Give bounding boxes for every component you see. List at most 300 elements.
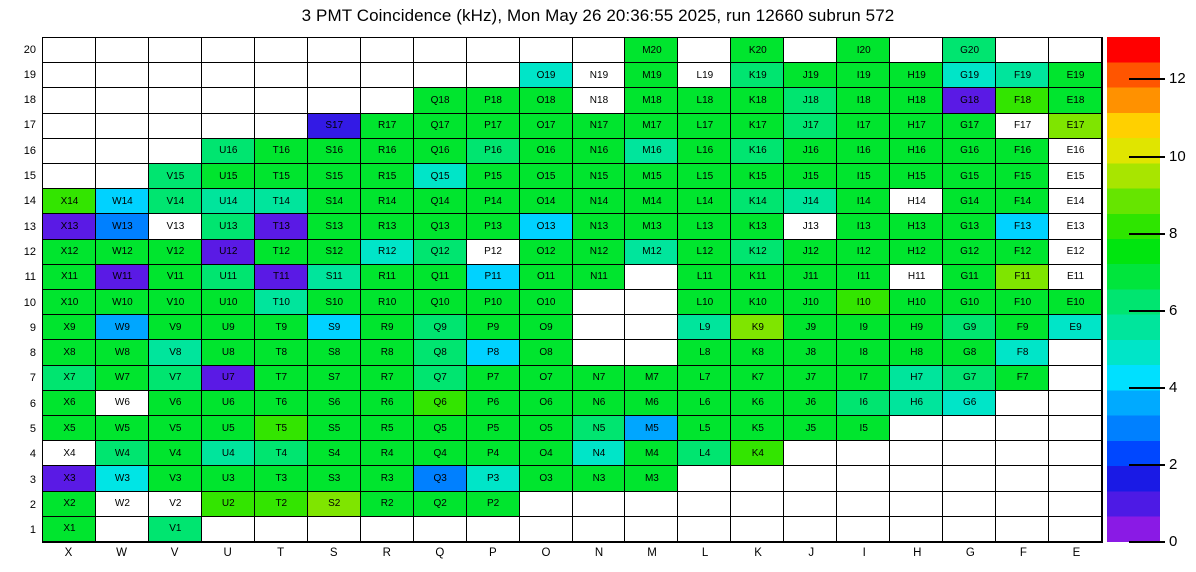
heatmap-cell-I3 xyxy=(837,466,890,491)
heatmap-cell-E10: E10 xyxy=(1049,290,1102,315)
heatmap-cell-Q20 xyxy=(414,38,467,63)
heatmap-cell-J10: J10 xyxy=(784,290,837,315)
heatmap-cell-M15: M15 xyxy=(625,164,678,189)
heatmap-cell-J17: J17 xyxy=(784,114,837,139)
heatmap-cell-R2: R2 xyxy=(361,492,414,517)
heatmap-cell-F11: F11 xyxy=(996,265,1049,290)
colorbar-tick-6 xyxy=(1129,310,1165,312)
y-tick-label-17: 17 xyxy=(23,119,36,132)
heatmap-cell-V4: V4 xyxy=(149,441,202,466)
heatmap-cell-N17: N17 xyxy=(573,114,626,139)
heatmap-cell-M18: M18 xyxy=(625,88,678,113)
heatmap-cell-M8 xyxy=(625,340,678,365)
heatmap-cell-L11: L11 xyxy=(678,265,731,290)
heatmap-cell-I1 xyxy=(837,517,890,542)
heatmap-cell-T20 xyxy=(255,38,308,63)
heatmap-cell-X2: X2 xyxy=(43,492,96,517)
heatmap-cell-M11 xyxy=(625,265,678,290)
heatmap-cell-F16: F16 xyxy=(996,139,1049,164)
heatmap-cell-T8: T8 xyxy=(255,340,308,365)
heatmap-cell-E15: E15 xyxy=(1049,164,1102,189)
heatmap-cell-S6: S6 xyxy=(308,391,361,416)
heatmap-cell-J13: J13 xyxy=(784,214,837,239)
heatmap-cell-E5 xyxy=(1049,416,1102,441)
heatmap-cell-O11: O11 xyxy=(520,265,573,290)
heatmap-cell-E20 xyxy=(1049,38,1102,63)
heatmap-cell-N4: N4 xyxy=(573,441,626,466)
y-tick-label-18: 18 xyxy=(23,94,36,107)
heatmap-cell-H16: H16 xyxy=(890,139,943,164)
heatmap-cell-R8: R8 xyxy=(361,340,414,365)
heatmap-cell-V3: V3 xyxy=(149,466,202,491)
y-tick-label-3: 3 xyxy=(29,473,36,486)
heatmap-cell-M3: M3 xyxy=(625,466,678,491)
y-tick-label-15: 15 xyxy=(23,170,36,182)
y-tick-label-4: 4 xyxy=(29,448,36,461)
heatmap-cell-Q16: Q16 xyxy=(414,139,467,164)
heatmap-cell-V16 xyxy=(149,139,202,164)
heatmap-cell-G20: G20 xyxy=(943,38,996,63)
colorbar-tick-label-12: 12 xyxy=(1169,70,1186,88)
heatmap-cell-V11: V11 xyxy=(149,265,202,290)
heatmap-cell-L12: L12 xyxy=(678,240,731,265)
heatmap-cell-U16: U16 xyxy=(202,139,255,164)
heatmap-cell-P10: P10 xyxy=(467,290,520,315)
heatmap-cell-X3: X3 xyxy=(43,466,96,491)
heatmap-cell-H17: H17 xyxy=(890,114,943,139)
heatmap-cell-F15: F15 xyxy=(996,164,1049,189)
heatmap-cell-O7: O7 xyxy=(520,366,573,391)
heatmap-cell-F12: F12 xyxy=(996,240,1049,265)
heatmap-cell-J8: J8 xyxy=(784,340,837,365)
heatmap-cell-M20: M20 xyxy=(625,38,678,63)
heatmap-cell-V17 xyxy=(149,114,202,139)
heatmap-cell-E14: E14 xyxy=(1049,189,1102,214)
heatmap-cell-K19: K19 xyxy=(731,63,784,88)
heatmap-cell-N16: N16 xyxy=(573,139,626,164)
heatmap-cell-J12: J12 xyxy=(784,240,837,265)
heatmap-cell-E2 xyxy=(1049,492,1102,517)
heatmap-cell-V20 xyxy=(149,38,202,63)
heatmap-cell-T7: T7 xyxy=(255,366,308,391)
heatmap-cell-T17 xyxy=(255,114,308,139)
heatmap-cell-K18: K18 xyxy=(731,88,784,113)
heatmap-cell-K15: K15 xyxy=(731,164,784,189)
x-tick-label-S: S xyxy=(329,547,338,559)
heatmap-cell-R7: R7 xyxy=(361,366,414,391)
heatmap-cell-W3: W3 xyxy=(96,466,149,491)
heatmap-cell-U17 xyxy=(202,114,255,139)
x-tick-label-K: K xyxy=(754,547,762,559)
heatmap-cell-H5 xyxy=(890,416,943,441)
heatmap-cell-P9: P9 xyxy=(467,315,520,340)
heatmap-cell-T11: T11 xyxy=(255,265,308,290)
heatmap-cell-E12: E12 xyxy=(1049,240,1102,265)
heatmap-cell-K14: K14 xyxy=(731,189,784,214)
heatmap-cell-U12: U12 xyxy=(202,240,255,265)
heatmap-cell-X5: X5 xyxy=(43,416,96,441)
heatmap-cell-G11: G11 xyxy=(943,265,996,290)
heatmap-cell-K11: K11 xyxy=(731,265,784,290)
heatmap-cell-K6: K6 xyxy=(731,391,784,416)
x-tick-label-W: W xyxy=(116,547,127,559)
heatmap-cell-G13: G13 xyxy=(943,214,996,239)
heatmap-cell-X20 xyxy=(43,38,96,63)
heatmap-cell-Q1 xyxy=(414,517,467,542)
heatmap-cell-T16: T16 xyxy=(255,139,308,164)
heatmap-cell-S18 xyxy=(308,88,361,113)
heatmap-cell-T9: T9 xyxy=(255,315,308,340)
heatmap-cell-O2 xyxy=(520,492,573,517)
heatmap-cell-R20 xyxy=(361,38,414,63)
heatmap-cell-U4: U4 xyxy=(202,441,255,466)
heatmap-cell-I18: I18 xyxy=(837,88,890,113)
heatmap-cell-Q13: Q13 xyxy=(414,214,467,239)
heatmap-cell-I10: I10 xyxy=(837,290,890,315)
heatmap-cell-R3: R3 xyxy=(361,466,414,491)
heatmap-cell-F8: F8 xyxy=(996,340,1049,365)
heatmap-cell-H19: H19 xyxy=(890,63,943,88)
heatmap-cell-U3: U3 xyxy=(202,466,255,491)
heatmap-cell-S2: S2 xyxy=(308,492,361,517)
heatmap-cell-U18 xyxy=(202,88,255,113)
x-tick-label-R: R xyxy=(382,547,391,559)
heatmap-cell-G17: G17 xyxy=(943,114,996,139)
heatmap-cell-K17: K17 xyxy=(731,114,784,139)
heatmap-cell-H18: H18 xyxy=(890,88,943,113)
heatmap-cell-I6: I6 xyxy=(837,391,890,416)
heatmap-cell-J6: J6 xyxy=(784,391,837,416)
heatmap-cell-S3: S3 xyxy=(308,466,361,491)
colorbar-tick-label-0: 0 xyxy=(1169,533,1178,550)
heatmap-cell-T18 xyxy=(255,88,308,113)
heatmap-cell-P18: P18 xyxy=(467,88,520,113)
heatmap-cell-M1 xyxy=(625,517,678,542)
heatmap-cell-S15: S15 xyxy=(308,164,361,189)
heatmap-cell-N9 xyxy=(573,315,626,340)
heatmap-cell-E16: E16 xyxy=(1049,139,1102,164)
y-tick-label-9: 9 xyxy=(29,321,36,334)
heatmap-cell-P12: P12 xyxy=(467,240,520,265)
y-tick-label-13: 13 xyxy=(23,220,36,233)
heatmap-cell-X19 xyxy=(43,63,96,88)
heatmap-cell-L19: L19 xyxy=(678,63,731,88)
heatmap-cell-K1 xyxy=(731,517,784,542)
heatmap-cell-R13: R13 xyxy=(361,214,414,239)
heatmap-cell-P5: P5 xyxy=(467,416,520,441)
heatmap-cell-E19: E19 xyxy=(1049,63,1102,88)
heatmap-cell-V13: V13 xyxy=(149,214,202,239)
heatmap-cell-E9: E9 xyxy=(1049,315,1102,340)
heatmap-cell-S9: S9 xyxy=(308,315,361,340)
heatmap-cell-J4 xyxy=(784,441,837,466)
y-tick-label-12: 12 xyxy=(23,245,36,258)
heatmap-cell-N2 xyxy=(573,492,626,517)
heatmap-cell-Q19 xyxy=(414,63,467,88)
heatmap-cell-P20 xyxy=(467,38,520,63)
heatmap-cell-O20 xyxy=(520,38,573,63)
x-tick-label-F: F xyxy=(1019,547,1027,559)
y-tick-label-10: 10 xyxy=(23,296,36,309)
heatmap-cell-F4 xyxy=(996,441,1049,466)
y-tick-label-1: 1 xyxy=(29,524,36,537)
heatmap-cell-N19: N19 xyxy=(573,63,626,88)
heatmap-cell-J16: J16 xyxy=(784,139,837,164)
heatmap-cell-U20 xyxy=(202,38,255,63)
heatmap-cell-P11: P11 xyxy=(467,265,520,290)
x-tick-label-O: O xyxy=(541,547,551,559)
heatmap-cell-V5: V5 xyxy=(149,416,202,441)
heatmap-cell-W16 xyxy=(96,139,149,164)
heatmap-cell-U2: U2 xyxy=(202,492,255,517)
heatmap-cell-N7: N7 xyxy=(573,366,626,391)
x-tick-label-E: E xyxy=(1072,547,1081,559)
heatmap-cell-L8: L8 xyxy=(678,340,731,365)
y-tick-label-20: 20 xyxy=(23,43,36,56)
heatmap-cell-L4: L4 xyxy=(678,441,731,466)
heatmap-cell-P8: P8 xyxy=(467,340,520,365)
heatmap-cell-U11: U11 xyxy=(202,265,255,290)
heatmap-cell-J15: J15 xyxy=(784,164,837,189)
heatmap-cell-W2: W2 xyxy=(96,492,149,517)
heatmap-cell-N5: N5 xyxy=(573,416,626,441)
heatmap-cell-U7: U7 xyxy=(202,366,255,391)
heatmap-cell-L9: L9 xyxy=(678,315,731,340)
heatmap-cell-P7: P7 xyxy=(467,366,520,391)
heatmap-cell-O10: O10 xyxy=(520,290,573,315)
heatmap-cell-Q4: Q4 xyxy=(414,441,467,466)
heatmap-cell-W1 xyxy=(96,517,149,542)
x-tick-label-G: G xyxy=(965,547,975,559)
heatmap-cell-I16: I16 xyxy=(837,139,890,164)
heatmap-cell-X4: X4 xyxy=(43,441,96,466)
heatmap-cell-L3 xyxy=(678,466,731,491)
heatmap-cell-O16: O16 xyxy=(520,139,573,164)
y-tick-label-14: 14 xyxy=(23,195,36,208)
heatmap-cell-T12: T12 xyxy=(255,240,308,265)
heatmap-cell-S14: S14 xyxy=(308,189,361,214)
heatmap-cell-S1 xyxy=(308,517,361,542)
heatmap-cell-G16: G16 xyxy=(943,139,996,164)
heatmap-cell-K8: K8 xyxy=(731,340,784,365)
x-tick-label-X: X xyxy=(64,547,73,559)
heatmap-cell-V1: V1 xyxy=(149,517,202,542)
heatmap-cell-U10: U10 xyxy=(202,290,255,315)
heatmap-cell-G5 xyxy=(943,416,996,441)
heatmap-cell-R19 xyxy=(361,63,414,88)
y-tick-label-7: 7 xyxy=(29,372,36,385)
heatmap-cell-T5: T5 xyxy=(255,416,308,441)
heatmap-cell-H20 xyxy=(890,38,943,63)
heatmap-cell-G14: G14 xyxy=(943,189,996,214)
heatmap-cell-K16: K16 xyxy=(731,139,784,164)
heatmap-cell-F3 xyxy=(996,466,1049,491)
heatmap-cell-R17: R17 xyxy=(361,114,414,139)
heatmap-cell-L15: L15 xyxy=(678,164,731,189)
heatmap-cell-V7: V7 xyxy=(149,366,202,391)
heatmap-cell-W9: W9 xyxy=(96,315,149,340)
heatmap-cell-L14: L14 xyxy=(678,189,731,214)
heatmap-cell-W17 xyxy=(96,114,149,139)
heatmap-cell-N15: N15 xyxy=(573,164,626,189)
heatmap-cell-S8: S8 xyxy=(308,340,361,365)
heatmap-cell-Q2: Q2 xyxy=(414,492,467,517)
heatmap-cell-O5: O5 xyxy=(520,416,573,441)
heatmap-cell-O18: O18 xyxy=(520,88,573,113)
heatmap-cell-W11: W11 xyxy=(96,265,149,290)
heatmap-cell-P13: P13 xyxy=(467,214,520,239)
heatmap-cell-N12: N12 xyxy=(573,240,626,265)
heatmap-cell-Q10: Q10 xyxy=(414,290,467,315)
heatmap-cell-W12: W12 xyxy=(96,240,149,265)
heatmap-cell-S20 xyxy=(308,38,361,63)
heatmap-cell-R9: R9 xyxy=(361,315,414,340)
heatmap-cell-T14: T14 xyxy=(255,189,308,214)
heatmap-cell-V19 xyxy=(149,63,202,88)
heatmap-cell-Q3: Q3 xyxy=(414,466,467,491)
heatmap-cell-E6 xyxy=(1049,391,1102,416)
heatmap-cell-S17: S17 xyxy=(308,114,361,139)
heatmap-cell-X9: X9 xyxy=(43,315,96,340)
heatmap-cell-G4 xyxy=(943,441,996,466)
heatmap-cell-N8 xyxy=(573,340,626,365)
heatmap-cell-W5: W5 xyxy=(96,416,149,441)
heatmap-cell-P4: P4 xyxy=(467,441,520,466)
x-tick-label-I: I xyxy=(862,547,866,559)
heatmap-cell-N3: N3 xyxy=(573,466,626,491)
heatmap-cell-I12: I12 xyxy=(837,240,890,265)
heatmap-cell-P14: P14 xyxy=(467,189,520,214)
heatmap-cell-I7: I7 xyxy=(837,366,890,391)
heatmap-cell-O17: O17 xyxy=(520,114,573,139)
heatmap-cell-I13: I13 xyxy=(837,214,890,239)
heatmap-cell-S10: S10 xyxy=(308,290,361,315)
heatmap-cell-H3 xyxy=(890,466,943,491)
y-tick-label-16: 16 xyxy=(23,144,36,157)
y-tick-label-6: 6 xyxy=(29,397,36,410)
heatmap-cell-P16: P16 xyxy=(467,139,520,164)
heatmap-cell-W4: W4 xyxy=(96,441,149,466)
heatmap-cell-L1 xyxy=(678,517,731,542)
heatmap-cell-G12: G12 xyxy=(943,240,996,265)
colorbar-tick-2 xyxy=(1129,464,1165,466)
heatmap-cell-K10: K10 xyxy=(731,290,784,315)
heatmap-cell-R15: R15 xyxy=(361,164,414,189)
x-tick-label-M: M xyxy=(647,547,657,559)
heatmap-cell-I11: I11 xyxy=(837,265,890,290)
heatmap-cell-Q11: Q11 xyxy=(414,265,467,290)
colorbar-tick-label-10: 10 xyxy=(1169,147,1186,165)
heatmap-cell-N13: N13 xyxy=(573,214,626,239)
heatmap-cell-K2 xyxy=(731,492,784,517)
heatmap-cell-P6: P6 xyxy=(467,391,520,416)
heatmap-cell-U9: U9 xyxy=(202,315,255,340)
heatmap-cell-I8: I8 xyxy=(837,340,890,365)
heatmap-cell-I20: I20 xyxy=(837,38,890,63)
heatmap-cell-K5: K5 xyxy=(731,416,784,441)
heatmap-cell-N10 xyxy=(573,290,626,315)
heatmap-cell-J9: J9 xyxy=(784,315,837,340)
heatmap-cell-H2 xyxy=(890,492,943,517)
chart-title: 3 PMT Coincidence (kHz), Mon May 26 20:36:55 2025, run 12660 subrun 572 xyxy=(301,6,895,25)
y-tick-label-11: 11 xyxy=(24,271,36,284)
heatmap-cell-X6: X6 xyxy=(43,391,96,416)
heatmap-cell-X7: X7 xyxy=(43,366,96,391)
heatmap-cell-Q7: Q7 xyxy=(414,366,467,391)
heatmap-cell-T10: T10 xyxy=(255,290,308,315)
y-tick-label-2: 2 xyxy=(29,498,36,511)
heatmap-cell-R5: R5 xyxy=(361,416,414,441)
heatmap-cell-H12: H12 xyxy=(890,240,943,265)
y-tick-label-8: 8 xyxy=(29,347,36,360)
heatmap-cell-S5: S5 xyxy=(308,416,361,441)
heatmap-cell-P2: P2 xyxy=(467,492,520,517)
heatmap-cell-L13: L13 xyxy=(678,214,731,239)
heatmap-cell-X12: X12 xyxy=(43,240,96,265)
x-tick-label-J: J xyxy=(808,547,815,559)
heatmap-cell-L16: L16 xyxy=(678,139,731,164)
heatmap-cell-I9: I9 xyxy=(837,315,890,340)
heatmap-cell-J14: J14 xyxy=(784,189,837,214)
heatmap-cell-V8: V8 xyxy=(149,340,202,365)
heatmap-cell-U19 xyxy=(202,63,255,88)
heatmap-cell-U5: U5 xyxy=(202,416,255,441)
heatmap-cell-H13: H13 xyxy=(890,214,943,239)
heatmap-cell-V15: V15 xyxy=(149,164,202,189)
heatmap-cell-P17: P17 xyxy=(467,114,520,139)
heatmap-cell-G6: G6 xyxy=(943,391,996,416)
heatmap-cell-X8: X8 xyxy=(43,340,96,365)
heatmap-cell-U8: U8 xyxy=(202,340,255,365)
heatmap-cell-L17: L17 xyxy=(678,114,731,139)
heatmap-cell-U13: U13 xyxy=(202,214,255,239)
colorbar-tick-12 xyxy=(1129,78,1165,80)
heatmap-cell-V14: V14 xyxy=(149,189,202,214)
heatmap-cell-O1 xyxy=(520,517,573,542)
heatmap-cell-X17 xyxy=(43,114,96,139)
heatmap-cell-J11: J11 xyxy=(784,265,837,290)
heatmap-cell-M4: M4 xyxy=(625,441,678,466)
heatmap-cell-R4: R4 xyxy=(361,441,414,466)
heatmap-cell-N14: N14 xyxy=(573,189,626,214)
heatmap-cell-M14: M14 xyxy=(625,189,678,214)
heatmap-cell-L18: L18 xyxy=(678,88,731,113)
heatmap-cell-F7: F7 xyxy=(996,366,1049,391)
heatmap-cell-K13: K13 xyxy=(731,214,784,239)
heatmap-cell-O6: O6 xyxy=(520,391,573,416)
heatmap-cell-S19 xyxy=(308,63,361,88)
heatmap-cell-Q14: Q14 xyxy=(414,189,467,214)
heatmap-cell-J3 xyxy=(784,466,837,491)
heatmap-cell-R14: R14 xyxy=(361,189,414,214)
heatmap-cell-S16: S16 xyxy=(308,139,361,164)
heatmap-cell-M16: M16 xyxy=(625,139,678,164)
heatmap-cell-W18 xyxy=(96,88,149,113)
heatmap-cell-J7: J7 xyxy=(784,366,837,391)
heatmap-cell-H7: H7 xyxy=(890,366,943,391)
heatmap-cell-P3: P3 xyxy=(467,466,520,491)
heatmap-cell-F6 xyxy=(996,391,1049,416)
heatmap-cell-G18: G18 xyxy=(943,88,996,113)
heatmap-cell-R11: R11 xyxy=(361,265,414,290)
heatmap-cell-L10: L10 xyxy=(678,290,731,315)
heatmap-cell-J18: J18 xyxy=(784,88,837,113)
heatmap-cell-H11: H11 xyxy=(890,265,943,290)
colorbar xyxy=(1107,37,1160,542)
heatmap-cell-M5: M5 xyxy=(625,416,678,441)
heatmap-cell-F1 xyxy=(996,517,1049,542)
heatmap-cell-Q17: Q17 xyxy=(414,114,467,139)
